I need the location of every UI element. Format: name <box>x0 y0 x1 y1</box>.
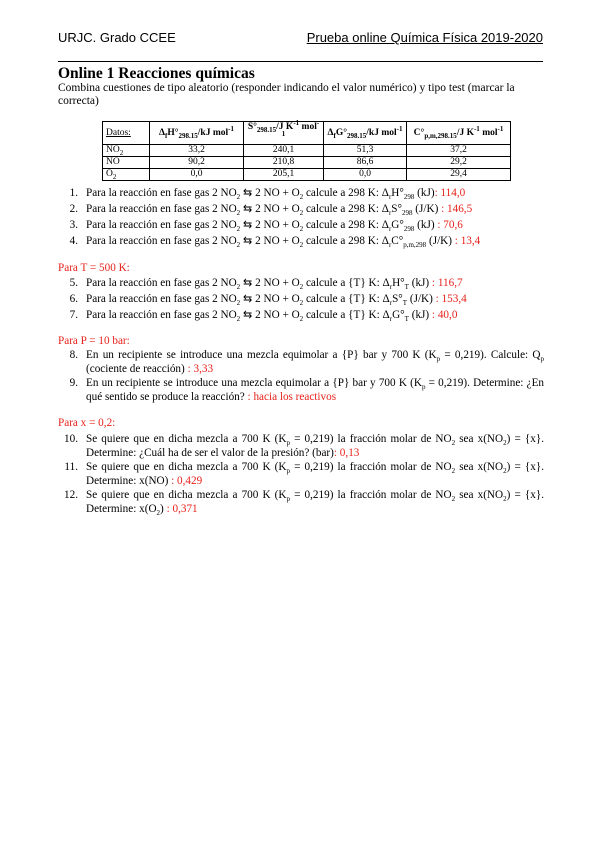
col-enthalpy: $\Delta_fH^\circ_{298.15}/kJ$ mol$^{-1}$ <box>150 122 244 145</box>
question-12: 12. Se quiere que en dicha mezcla a 700 K $(K_p = 0,219)$ la fracción molar de $NO_2$ sea $x(NO_2) = \{x\}$. Determine: $x(O_2)$ : 0,371 <box>64 489 545 518</box>
table-corner: Datos: <box>103 122 150 145</box>
table-row: NO 90,2 210,8 86,6 29,2 <box>103 157 511 169</box>
col-gibbs: $\Delta_fG^\circ_{298.15}/kJ$ mol$^{-1}$ <box>324 122 407 145</box>
answer: 114,0 <box>440 187 466 199</box>
answer: 70,6 <box>443 219 463 231</box>
section-fraction: Para x = 0,2: <box>58 417 116 429</box>
section-temperature: Para T = 500 K: <box>58 262 130 274</box>
col-heat-capacity: $C^\circ_{p,m,298.15}/J$ $K^{-1}$ mol$^{-1}$ <box>407 122 511 145</box>
header-course: URJC. Grado CCEE <box>58 30 176 45</box>
header-exam-title: Prueba online Química Física 2019-2020 <box>306 30 543 45</box>
answer: 153,4 <box>441 293 467 305</box>
answer: 146,5 <box>447 203 473 215</box>
table-row: $NO_2$ 33,2 240,1 51,3 37,2 <box>103 145 511 157</box>
page-title: Online 1 Reacciones químicas <box>58 65 255 82</box>
answer: 0,429 <box>177 475 203 487</box>
data-table <box>102 118 511 181</box>
col-entropy: $S^\circ_{298.15}/J$ $K^{-1}$ mol$^{-1}$ <box>244 122 324 145</box>
answer: 13,4 <box>460 235 481 247</box>
description: Combina cuestiones de tipo aleatorio (responder indicando el valor numérico) y tipo test (marcar la correcta) <box>58 82 515 107</box>
table-header-row <box>103 122 511 145</box>
table-row: $O_2$ 0,0 205,1 0,0 29,4 <box>103 169 511 181</box>
answer: 0,371 <box>172 503 198 515</box>
question-11: 11. Se quiere que en dicha mezcla a 700 K $(K_p = 0,219)$ la fracción molar de $NO_2$ sea $x(NO_2) = \{x\}$. Determine: x(NO) : 0,429 <box>64 461 545 487</box>
answer: 116,7 <box>437 277 463 289</box>
question-9: 9. En un recipiente se introduce una mezcla equimolar a {P} bar y 700 K $(K_p = 0,219)$. Determine: ¿En qué sentido se produce la reacción? : hacia los reactivos <box>69 377 545 403</box>
answer: 0,13 <box>339 447 360 459</box>
answer: 40,0 <box>437 309 458 321</box>
question-10: 10. Se quiere que en dicha mezcla a 700 K $(K_p = 0,219)$ la fracción molar de $NO_2$ sea $x(NO_2) = \{x\}$. Determine: ¿Cuál ha de ser el valor de la presión? (bar): 0,13 <box>64 433 545 459</box>
section-pressure: Para P = 10 bar: <box>58 335 130 347</box>
answer: hacia los reactivos <box>253 391 337 403</box>
question-8: 8. En un recipiente se introduce una mezcla equimolar a {P} bar y 700 K $(K_p = 0,219)$. Calcule: $Q_p$ (cociente de reacción) : 3,33 <box>69 349 544 375</box>
answer: 3,33 <box>193 363 214 375</box>
header-divider <box>58 61 543 62</box>
